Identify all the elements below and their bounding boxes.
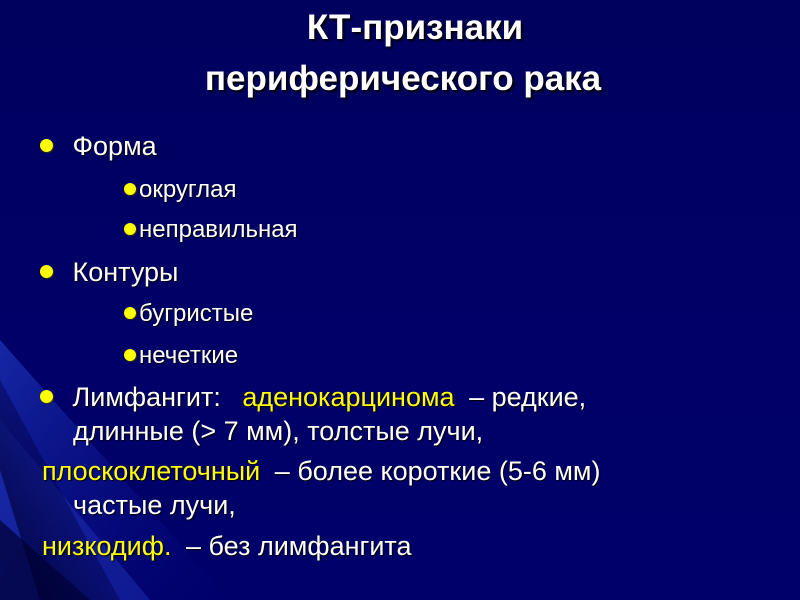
item-label: Форма	[72, 131, 157, 161]
line-ploskokletochny	[42, 455, 600, 487]
list-item-forma	[40, 130, 157, 162]
item-desc: – более короткие (5-6 мм)	[274, 456, 601, 486]
item-desc: – редкие,	[469, 382, 587, 412]
item-label: Лимфангит:	[72, 382, 221, 412]
bullet-icon	[124, 223, 136, 235]
bullet-icon	[124, 307, 136, 319]
slide-title-line2: периферического рака	[204, 59, 602, 98]
list-item-limfangit	[40, 381, 586, 413]
item-label: неправильная	[139, 216, 298, 243]
highlight-nizkodif: низкодиф.	[42, 531, 172, 561]
item-label: округлая	[139, 176, 237, 203]
line-ploskokletochny-cont: частые лучи,	[73, 490, 236, 520]
item-label: Контуры	[72, 257, 179, 287]
sub-item-bugristye	[124, 298, 253, 330]
bullet-icon	[40, 139, 53, 152]
bullet-icon	[124, 183, 136, 195]
sub-item-nepravilnaya	[124, 214, 298, 246]
highlight-adenokarcinoma: аденокарцинома	[242, 382, 455, 412]
bullet-icon	[124, 349, 136, 361]
item-label: бугристые	[139, 300, 254, 327]
sub-item-nechetkie	[124, 340, 238, 372]
bullet-icon	[40, 390, 53, 403]
list-item-limfangit-cont: длинные (> 7 мм), толстые лучи,	[73, 416, 484, 446]
item-label: нечеткие	[139, 342, 239, 369]
sub-item-okruglaya	[124, 174, 237, 206]
line-nizkodif	[42, 530, 412, 562]
slide-title-line1: КТ-признаки	[306, 8, 524, 47]
list-item-kontury	[40, 256, 178, 288]
item-desc: – без лимфангита	[185, 531, 412, 561]
bullet-icon	[40, 265, 53, 278]
highlight-ploskokletochny: плоскоклеточный	[42, 456, 261, 486]
